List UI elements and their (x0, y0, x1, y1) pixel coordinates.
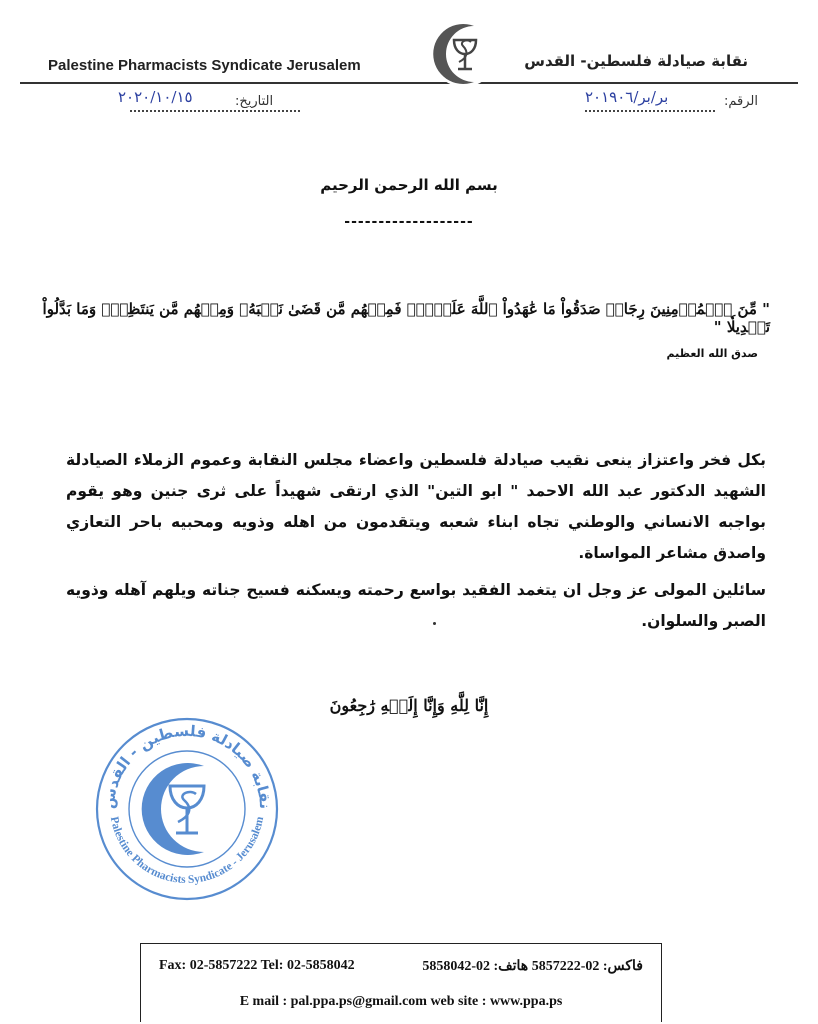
stamp-emblem-icon (142, 763, 204, 855)
date-dotted-line (130, 110, 300, 112)
prayer-paragraph: سائلين المولى عز وجل ان يتغمد الفقيد بواسع رحمته ويسكنه فسيح جناته ويلهم آهله وذويه الصبر والسلوان. (66, 581, 766, 630)
date-label: التاريخ: (235, 94, 274, 109)
verse-closing: صدق الله العظيم (666, 347, 758, 360)
reference-label: الرقم: (724, 94, 758, 109)
basmala-divider: ------------------- (344, 214, 474, 230)
stamp-english-text: Palestine Pharmacists Syndicate - Jerusalem (107, 815, 267, 887)
fax-tel-arabic: فاكس: 02-5857222 هاتف: 02-5858042 (422, 959, 643, 974)
email-website: E mail : pal.ppa.ps@gmail.com web site : www.ppa.ps (239, 994, 563, 1009)
basmala: بسم الله الرحمن الرحيم (320, 176, 498, 194)
stamp-arabic-text: نقابة صيادلة فلسطين - القدس (99, 721, 275, 810)
org-name-arabic: نقابة صيادلة فلسطين- القدس (524, 52, 748, 70)
reference-dotted-line (585, 110, 715, 112)
date-value-handwritten: ٢٠٢٠/١٠/١٥ (118, 88, 193, 106)
contact-footer-box (140, 943, 662, 1022)
pharmacy-bowl-snake-icon (428, 18, 500, 90)
quran-verse: " مِّنَ ٱلۡمُؤۡمِنِينَ رِجَالٞ صَدَقُواْ مَا عَٰهَدُواْ ٱللَّهَ عَلَيۡهِۖ فَمِنۡهُم مَّن قَضَىٰ نَحۡبَهُۥ وَمِنۡهُم مَّن يَنتَظِرُۖ وَمَا بَدَّلُواْ تَبۡدِيلٗا " (42, 300, 770, 336)
fax-tel-english: Fax: 02-5857222 Tel: 02-5858042 (159, 958, 355, 973)
condolence-paragraph: بكل فخر واعتزاز ينعى نقيب صيادلة فلسطين واعضاء مجلس النقابة وعموم الزملاء الصيادلة الشهيد الدكتور عبد الله الاحمد " ابو التين" الذي ارتقى شهيداً على ثرى جنين وهو يقوم بواجبه الانساني والوطني تجاه ابناء شعبه ويتقدمون من اهله وذويه ومحبيه باحر التعازي واصدق مشاعر المواساة. (66, 451, 766, 562)
org-name-english: Palestine Pharmacists Syndicate Jerusalem (48, 57, 361, 74)
closing-verse: إِنَّا لِلَّهِ وَإِنَّا إِلَيۡهِ رَٰجِعُونَ (329, 696, 489, 715)
reference-value-handwritten: بر/بر/٢٠١٩٠٦ (585, 88, 669, 106)
ink-dot (433, 622, 436, 625)
header-divider (20, 82, 798, 84)
syndicate-stamp (92, 714, 282, 904)
